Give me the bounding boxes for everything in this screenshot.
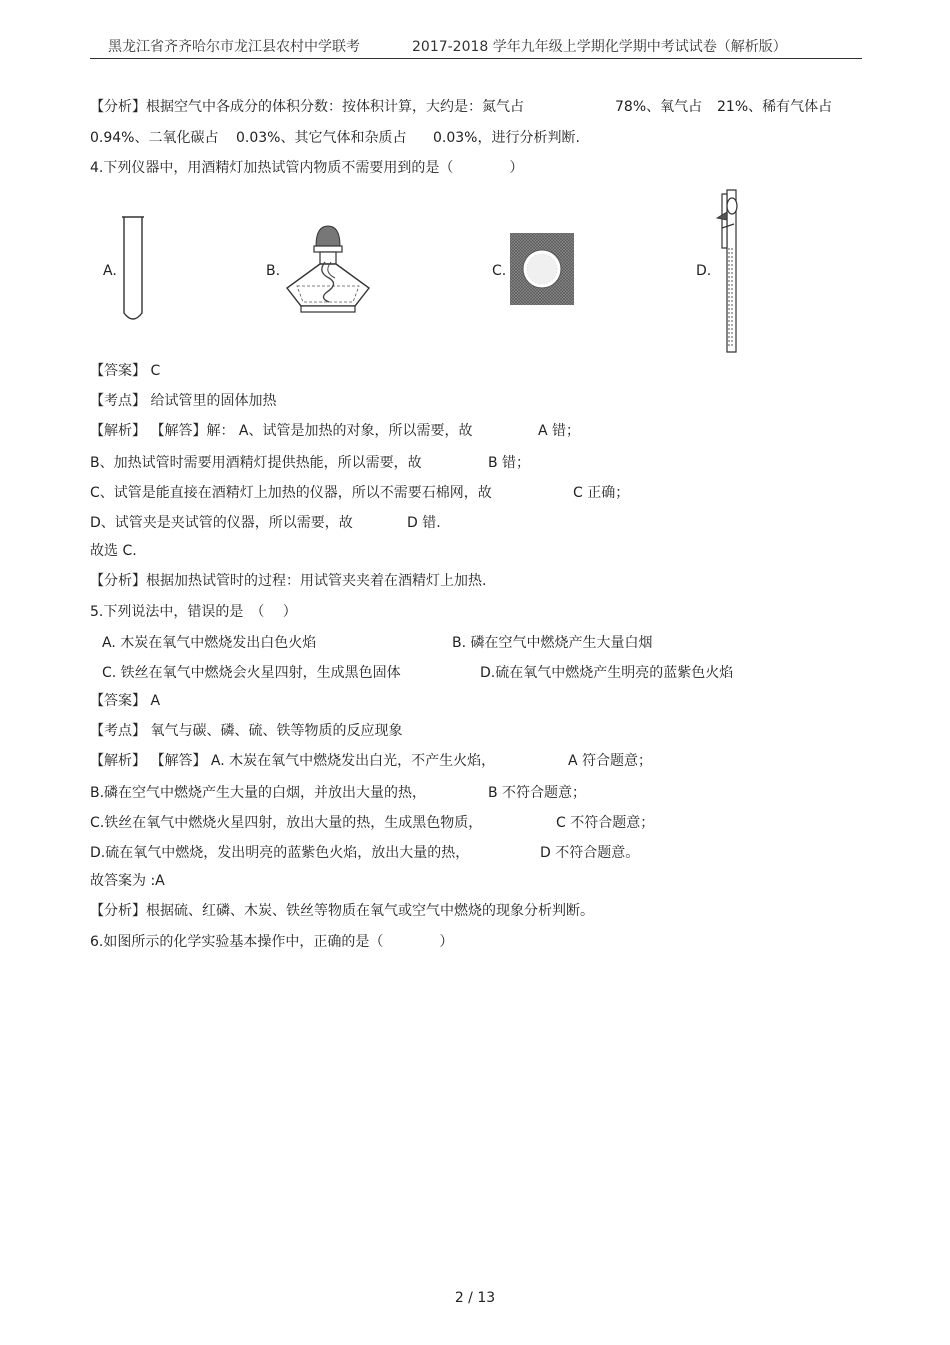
page-header: [90, 36, 862, 59]
q5-stem: 5.下列说法中，错误的是 （ ）: [90, 604, 297, 620]
q5-point: 【考点】 氧气与碳、磷、硫、铁等物质的反应现象: [90, 723, 403, 739]
q4-stem: 4.下列仪器中，用酒精灯加热试管内物质不需要用到的是（ ）: [90, 160, 524, 176]
q4-choice: 故选 C.: [90, 543, 137, 559]
page-number: 2 / 13: [454, 1290, 496, 1306]
q4-option-a-label: A.: [103, 263, 117, 279]
test-tube-holder-icon: [714, 188, 744, 354]
q4-analysis: 【分析】根据加热试管时的过程：用试管夹夹着在酒精灯上加热.: [90, 573, 487, 589]
q4-option-b-label: B.: [266, 263, 281, 279]
header-school: 黑龙江省齐齐哈尔市龙江县农村中学联考: [108, 39, 360, 55]
header-exam-title: 2017-2018 学年九年级上学期化学期中考试试卷（解析版）: [412, 39, 787, 55]
q5-analysis: 【分析】根据硫、红磷、木炭、铁丝等物质在氧气或空气中燃烧的现象分析判断。: [90, 903, 594, 919]
q4-option-c-label: C.: [492, 263, 507, 279]
asbestos-mesh-icon: [510, 233, 574, 305]
test-tube-icon: [120, 215, 146, 327]
alcohol-lamp-icon: [283, 222, 373, 314]
q4-option-d-label: D.: [696, 263, 712, 279]
q5-answer: 【答案】 A: [90, 693, 161, 709]
q5-choice: 故答案为 :A: [90, 873, 165, 889]
q4-answer: 【答案】 C: [90, 363, 161, 379]
q4-point: 【考点】 给试管里的固体加热: [90, 393, 277, 409]
q6-stem: 6.如图所示的化学实验基本操作中，正确的是（ ）: [90, 934, 454, 950]
